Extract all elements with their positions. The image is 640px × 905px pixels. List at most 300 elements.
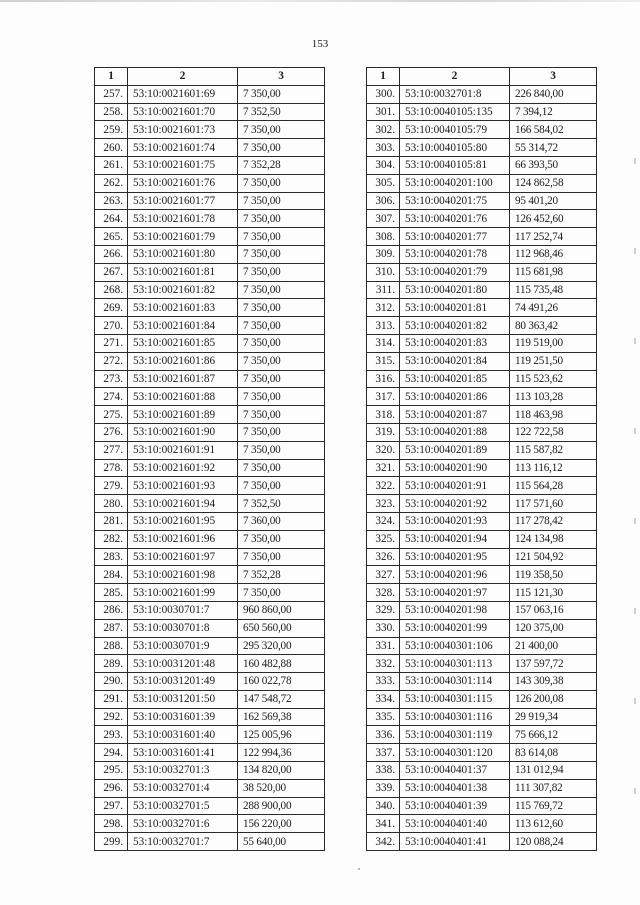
cadastral-number: 53:10:0040201:92 (400, 495, 510, 513)
row-number: 281. (95, 512, 128, 530)
row-number: 268. (95, 281, 128, 299)
cadastral-value: 960 860,00 (238, 601, 325, 619)
cadastral-value: 7 350,00 (238, 192, 325, 210)
row-number: 324. (367, 512, 400, 530)
table-row (367, 406, 597, 424)
cadastral-number: 53:10:0021601:98 (128, 566, 238, 584)
cadastral-number: 53:10:0032701:3 (128, 762, 238, 780)
cadastral-value: 115 735,48 (510, 281, 597, 299)
cadastral-number: 53:10:0021601:85 (128, 334, 238, 352)
cadastral-value: 295 320,00 (238, 637, 325, 655)
cadastral-number: 53:10:0031601:39 (128, 708, 238, 726)
cadastral-value: 7 350,00 (238, 548, 325, 566)
cadastral-value: 126 452,60 (510, 210, 597, 228)
cadastral-value: 117 571,60 (510, 495, 597, 513)
cadastral-number: 53:10:0040301:115 (400, 690, 510, 708)
table-row (95, 352, 325, 370)
row-number: 328. (367, 584, 400, 602)
cadastral-number: 53:10:0021601:90 (128, 423, 238, 441)
table-row (95, 495, 325, 513)
row-number: 305. (367, 174, 400, 192)
cadastral-number: 53:10:0040401:41 (400, 833, 510, 851)
row-number: 264. (95, 210, 128, 228)
table-row (367, 726, 597, 744)
row-number: 316. (367, 370, 400, 388)
table-row (95, 388, 325, 406)
row-number: 327. (367, 566, 400, 584)
row-number: 303. (367, 139, 400, 157)
cadastral-value: 7 352,28 (238, 566, 325, 584)
cadastral-value: 7 350,00 (238, 121, 325, 139)
row-number: 288. (95, 637, 128, 655)
row-number: 286. (95, 601, 128, 619)
table-row (95, 584, 325, 602)
cadastral-value: 119 358,50 (510, 566, 597, 584)
cadastral-number: 53:10:0032701:6 (128, 815, 238, 833)
cadastral-value: 122 722,58 (510, 423, 597, 441)
row-number: 326. (367, 548, 400, 566)
table-row (95, 815, 325, 833)
table-row (367, 121, 597, 139)
table-row (95, 637, 325, 655)
table-row (95, 103, 325, 121)
cadastral-value: 80 363,42 (510, 317, 597, 335)
cadastral-value: 7 350,00 (238, 441, 325, 459)
table-row (95, 281, 325, 299)
cadastral-number: 53:10:0021601:96 (128, 530, 238, 548)
cadastral-value: 162 569,38 (238, 708, 325, 726)
row-number: 279. (95, 477, 128, 495)
cadastral-value: 143 309,38 (510, 673, 597, 691)
table-row (95, 548, 325, 566)
row-number: 259. (95, 121, 128, 139)
row-number: 274. (95, 388, 128, 406)
row-number: 297. (95, 797, 128, 815)
cadastral-number: 53:10:0040301:106 (400, 637, 510, 655)
cadastral-value: 7 350,00 (238, 139, 325, 157)
cadastral-number: 53:10:0040105:135 (400, 103, 510, 121)
row-number: 275. (95, 406, 128, 424)
cadastral-value: 226 840,00 (510, 85, 597, 103)
row-number: 335. (367, 708, 400, 726)
cadastral-value: 288 900,00 (238, 797, 325, 815)
cadastral-value: 115 769,72 (510, 797, 597, 815)
header-col-value: 3 (238, 68, 325, 86)
table-row (367, 281, 597, 299)
row-number: 278. (95, 459, 128, 477)
table-row (95, 263, 325, 281)
table-row (367, 779, 597, 797)
cadastral-number: 53:10:0030701:9 (128, 637, 238, 655)
row-number: 260. (95, 139, 128, 157)
row-number: 270. (95, 317, 128, 335)
table-row (95, 139, 325, 157)
cadastral-value: 7 350,00 (238, 228, 325, 246)
row-number: 340. (367, 797, 400, 815)
cadastral-number: 53:10:0021601:81 (128, 263, 238, 281)
row-number: 309. (367, 245, 400, 263)
row-number: 262. (95, 174, 128, 192)
table-row (367, 690, 597, 708)
cadastral-number: 53:10:0040201:91 (400, 477, 510, 495)
table-row (367, 174, 597, 192)
row-number: 261. (95, 156, 128, 174)
cadastral-value: 7 350,00 (238, 299, 325, 317)
cadastral-number: 53:10:0040201:97 (400, 584, 510, 602)
header-col-value: 3 (510, 68, 597, 86)
table-row (367, 744, 597, 762)
table-row (95, 779, 325, 797)
cadastral-number: 53:10:0021601:69 (128, 85, 238, 103)
row-number: 276. (95, 423, 128, 441)
cadastral-value: 7 350,00 (238, 459, 325, 477)
cadastral-value: 7 352,50 (238, 103, 325, 121)
table-row (367, 423, 597, 441)
cadastral-value: 115 587,82 (510, 441, 597, 459)
cadastral-number: 53:10:0040201:100 (400, 174, 510, 192)
table-row (95, 566, 325, 584)
row-number: 325. (367, 530, 400, 548)
scan-top-edge (0, 0, 640, 2)
cadastral-number: 53:10:0040201:77 (400, 228, 510, 246)
row-number: 313. (367, 317, 400, 335)
table-row (367, 299, 597, 317)
table-row (367, 584, 597, 602)
table-row (95, 228, 325, 246)
row-number: 306. (367, 192, 400, 210)
row-number: 310. (367, 263, 400, 281)
table-row (367, 566, 597, 584)
cadastral-number: 53:10:0040201:86 (400, 388, 510, 406)
cadastral-value: 156 220,00 (238, 815, 325, 833)
page-number: 153 (311, 38, 329, 50)
cadastral-value: 117 278,42 (510, 512, 597, 530)
cadastral-number: 53:10:0021601:78 (128, 210, 238, 228)
table-row (367, 512, 597, 530)
row-number: 265. (95, 228, 128, 246)
row-number: 311. (367, 281, 400, 299)
table-row (95, 690, 325, 708)
header-col-number: 1 (367, 68, 400, 86)
row-number: 295. (95, 762, 128, 780)
table-row (95, 708, 325, 726)
register-table-right (366, 67, 597, 851)
cadastral-number: 53:10:0040301:114 (400, 673, 510, 691)
cadastral-number: 53:10:0021601:80 (128, 245, 238, 263)
cadastral-number: 53:10:0021601:73 (128, 121, 238, 139)
cadastral-value: 115 681,98 (510, 263, 597, 281)
cadastral-number: 53:10:0032701:8 (400, 85, 510, 103)
row-number: 289. (95, 655, 128, 673)
row-number: 293. (95, 726, 128, 744)
row-number: 272. (95, 352, 128, 370)
cadastral-value: 74 491,26 (510, 299, 597, 317)
cadastral-number: 53:10:0032701:7 (128, 833, 238, 851)
cadastral-number: 53:10:0040201:82 (400, 317, 510, 335)
cadastral-value: 21 400,00 (510, 637, 597, 655)
table-row (95, 833, 325, 851)
table-row (95, 655, 325, 673)
cadastral-number: 53:10:0040201:88 (400, 423, 510, 441)
row-number: 257. (95, 85, 128, 103)
table-row (95, 441, 325, 459)
table-row (367, 762, 597, 780)
cadastral-number: 53:10:0021601:99 (128, 584, 238, 602)
table-row (367, 103, 597, 121)
cadastral-value: 7 350,00 (238, 210, 325, 228)
cadastral-number: 53:10:0040201:81 (400, 299, 510, 317)
cadastral-number: 53:10:0021601:91 (128, 441, 238, 459)
row-number: 338. (367, 762, 400, 780)
row-number: 291. (95, 690, 128, 708)
table-row (367, 156, 597, 174)
cadastral-number: 53:10:0021601:97 (128, 548, 238, 566)
table-row (95, 530, 325, 548)
cadastral-value: 7 350,00 (238, 584, 325, 602)
cadastral-number: 53:10:0021601:93 (128, 477, 238, 495)
row-number: 269. (95, 299, 128, 317)
table-row (95, 156, 325, 174)
cadastral-number: 53:10:0021601:87 (128, 370, 238, 388)
cadastral-value: 95 401,20 (510, 192, 597, 210)
table-row (367, 459, 597, 477)
cadastral-number: 53:10:0040401:38 (400, 779, 510, 797)
row-number: 299. (95, 833, 128, 851)
cadastral-value: 66 393,50 (510, 156, 597, 174)
cadastral-value: 160 022,78 (238, 673, 325, 691)
table-row (367, 548, 597, 566)
row-number: 284. (95, 566, 128, 584)
row-number: 334. (367, 690, 400, 708)
table-row (95, 370, 325, 388)
cadastral-value: 7 350,00 (238, 245, 325, 263)
cadastral-number: 53:10:0040201:98 (400, 601, 510, 619)
cadastral-number: 53:10:0031601:41 (128, 744, 238, 762)
cadastral-value: 7 360,00 (238, 512, 325, 530)
cadastral-number: 53:10:0040201:89 (400, 441, 510, 459)
cadastral-number: 53:10:0030701:7 (128, 601, 238, 619)
table-row (95, 601, 325, 619)
cadastral-number: 53:10:0040201:78 (400, 245, 510, 263)
row-number: 319. (367, 423, 400, 441)
table-row (95, 85, 325, 103)
cadastral-number: 53:10:0040301:120 (400, 744, 510, 762)
cadastral-number: 53:10:0040105:81 (400, 156, 510, 174)
table-row (95, 744, 325, 762)
scan-dust-mark (358, 868, 360, 870)
cadastral-value: 117 252,74 (510, 228, 597, 246)
cadastral-number: 53:10:0021601:92 (128, 459, 238, 477)
cadastral-number: 53:10:0021601:79 (128, 228, 238, 246)
cadastral-value: 119 519,00 (510, 334, 597, 352)
cadastral-value: 7 350,00 (238, 85, 325, 103)
table-row (95, 726, 325, 744)
row-number: 285. (95, 584, 128, 602)
row-number: 332. (367, 655, 400, 673)
cadastral-number: 53:10:0021601:82 (128, 281, 238, 299)
cadastral-value: 7 350,00 (238, 423, 325, 441)
cadastral-number: 53:10:0040401:37 (400, 762, 510, 780)
table-row (367, 495, 597, 513)
cadastral-value: 126 200,08 (510, 690, 597, 708)
table-row (367, 619, 597, 637)
header-row (367, 68, 597, 86)
row-number: 307. (367, 210, 400, 228)
cadastral-number: 53:10:0040301:119 (400, 726, 510, 744)
cadastral-value: 115 121,30 (510, 584, 597, 602)
cadastral-value: 119 251,50 (510, 352, 597, 370)
cadastral-number: 53:10:0040201:90 (400, 459, 510, 477)
cadastral-number: 53:10:0040201:75 (400, 192, 510, 210)
cadastral-number: 53:10:0040201:94 (400, 530, 510, 548)
cadastral-number: 53:10:0040201:85 (400, 370, 510, 388)
cadastral-number: 53:10:0040201:93 (400, 512, 510, 530)
table-row (95, 210, 325, 228)
row-number: 283. (95, 548, 128, 566)
table-row (367, 708, 597, 726)
header-col-cadastral: 2 (128, 68, 238, 86)
row-number: 292. (95, 708, 128, 726)
table-row (95, 334, 325, 352)
cadastral-number: 53:10:0031201:49 (128, 673, 238, 691)
cadastral-value: 120 088,24 (510, 833, 597, 851)
cadastral-number: 53:10:0040301:116 (400, 708, 510, 726)
table-row (95, 619, 325, 637)
row-number: 330. (367, 619, 400, 637)
table-row (95, 174, 325, 192)
row-number: 322. (367, 477, 400, 495)
cadastral-value: 7 350,00 (238, 406, 325, 424)
row-number: 308. (367, 228, 400, 246)
cadastral-value: 7 350,00 (238, 370, 325, 388)
table-row (367, 441, 597, 459)
table-row (367, 317, 597, 335)
cadastral-value: 7 352,28 (238, 156, 325, 174)
table-row (367, 85, 597, 103)
row-number: 320. (367, 441, 400, 459)
table-row (367, 228, 597, 246)
cadastral-number: 53:10:0040201:79 (400, 263, 510, 281)
cadastral-value: 131 012,94 (510, 762, 597, 780)
cadastral-value: 157 063,16 (510, 601, 597, 619)
cadastral-number: 53:10:0040201:84 (400, 352, 510, 370)
cadastral-value: 124 134,98 (510, 530, 597, 548)
cadastral-value: 111 307,82 (510, 779, 597, 797)
row-number: 317. (367, 388, 400, 406)
cadastral-number: 53:10:0032701:5 (128, 797, 238, 815)
cadastral-number: 53:10:0021601:95 (128, 512, 238, 530)
row-number: 266. (95, 245, 128, 263)
cadastral-value: 124 862,58 (510, 174, 597, 192)
cadastral-number: 53:10:0031601:40 (128, 726, 238, 744)
table-row (95, 673, 325, 691)
row-number: 302. (367, 121, 400, 139)
cadastral-number: 53:10:0021601:84 (128, 317, 238, 335)
cadastral-number: 53:10:0040201:80 (400, 281, 510, 299)
table-row (367, 210, 597, 228)
row-number: 304. (367, 156, 400, 174)
row-number: 333. (367, 673, 400, 691)
cadastral-value: 7 350,00 (238, 388, 325, 406)
row-number: 342. (367, 833, 400, 851)
row-number: 263. (95, 192, 128, 210)
cadastral-number: 53:10:0031201:48 (128, 655, 238, 673)
table-row (95, 477, 325, 495)
cadastral-value: 134 820,00 (238, 762, 325, 780)
cadastral-value: 125 005,96 (238, 726, 325, 744)
cadastral-value: 55 314,72 (510, 139, 597, 157)
cadastral-value: 120 375,00 (510, 619, 597, 637)
row-number: 301. (367, 103, 400, 121)
row-number: 315. (367, 352, 400, 370)
table-row (95, 406, 325, 424)
cadastral-value: 160 482,88 (238, 655, 325, 673)
row-number: 271. (95, 334, 128, 352)
cadastral-number: 53:10:0021601:76 (128, 174, 238, 192)
table-row (367, 601, 597, 619)
header-col-number: 1 (95, 68, 128, 86)
row-number: 312. (367, 299, 400, 317)
table-row (95, 459, 325, 477)
cadastral-number: 53:10:0021601:77 (128, 192, 238, 210)
cadastral-value: 7 350,00 (238, 352, 325, 370)
row-number: 329. (367, 601, 400, 619)
scan-margin-marks (634, 120, 636, 820)
table-row (367, 263, 597, 281)
row-number: 282. (95, 530, 128, 548)
cadastral-number: 53:10:0030701:8 (128, 619, 238, 637)
table-row (367, 334, 597, 352)
cadastral-number: 53:10:0032701:4 (128, 779, 238, 797)
row-number: 336. (367, 726, 400, 744)
row-number: 287. (95, 619, 128, 637)
table-row (367, 477, 597, 495)
cadastral-value: 7 350,00 (238, 334, 325, 352)
cadastral-number: 53:10:0021601:83 (128, 299, 238, 317)
cadastral-number: 53:10:0040201:76 (400, 210, 510, 228)
table-row (367, 655, 597, 673)
table-row (367, 192, 597, 210)
table-row (95, 317, 325, 335)
cadastral-number: 53:10:0040301:113 (400, 655, 510, 673)
row-number: 258. (95, 103, 128, 121)
cadastral-value: 75 666,12 (510, 726, 597, 744)
cadastral-number: 53:10:0040201:95 (400, 548, 510, 566)
cadastral-value: 83 614,08 (510, 744, 597, 762)
table-row (95, 423, 325, 441)
cadastral-value: 7 350,00 (238, 281, 325, 299)
table-row (95, 192, 325, 210)
row-number: 273. (95, 370, 128, 388)
cadastral-value: 7 350,00 (238, 317, 325, 335)
cadastral-number: 53:10:0040401:40 (400, 815, 510, 833)
cadastral-number: 53:10:0021601:70 (128, 103, 238, 121)
row-number: 323. (367, 495, 400, 513)
table-row (367, 815, 597, 833)
cadastral-value: 7 352,50 (238, 495, 325, 513)
header-col-cadastral: 2 (400, 68, 510, 86)
cadastral-number: 53:10:0021601:75 (128, 156, 238, 174)
cadastral-number: 53:10:0040105:80 (400, 139, 510, 157)
table-row (367, 673, 597, 691)
row-number: 331. (367, 637, 400, 655)
row-number: 318. (367, 406, 400, 424)
cadastral-value: 7 350,00 (238, 530, 325, 548)
cadastral-value: 166 584,02 (510, 121, 597, 139)
cadastral-value: 38 520,00 (238, 779, 325, 797)
table-row (367, 833, 597, 851)
table-row (95, 299, 325, 317)
